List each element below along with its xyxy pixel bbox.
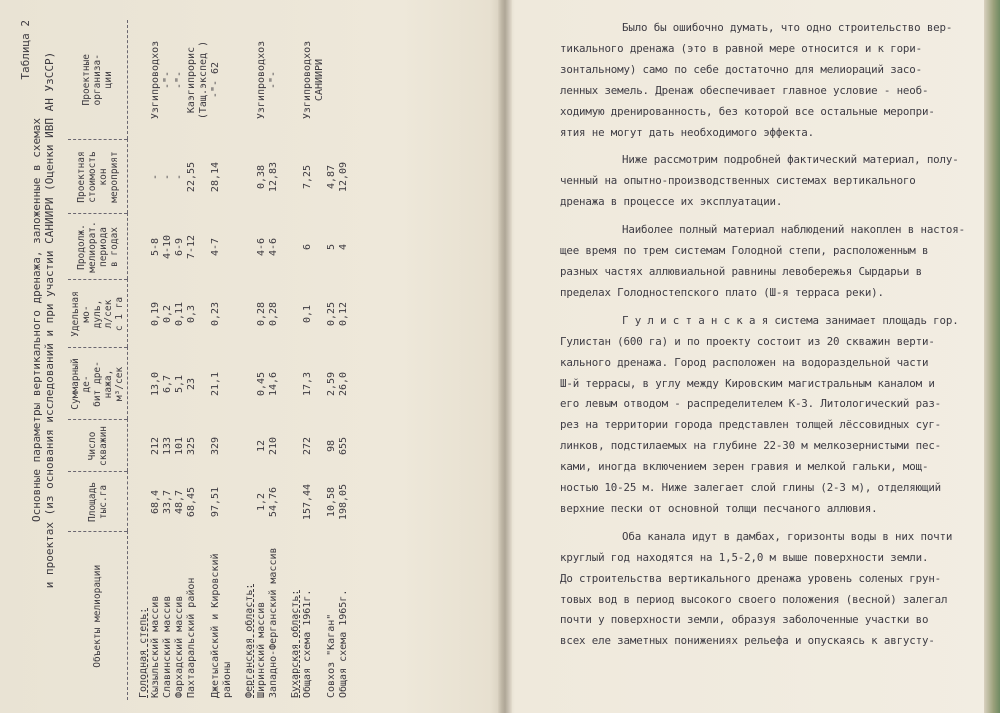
table-cell: 14,6	[268, 371, 279, 397]
table-cell: 12,83	[268, 161, 279, 193]
table-cell: 0,2	[162, 304, 173, 324]
table-cell	[138, 214, 150, 280]
column-header: Площадь тыс.га	[68, 472, 128, 532]
spacer-row	[128, 20, 139, 700]
object-name-cell: Фархадский массив	[174, 595, 185, 698]
paragraph-gap	[560, 520, 980, 527]
table-cell: -"- 62	[210, 61, 221, 99]
table-region-row	[244, 20, 256, 700]
table-cell: 54,76	[268, 486, 279, 518]
spacer-row	[280, 20, 290, 700]
object-name-cell: Ширинский массив	[256, 601, 267, 698]
text-line: Г у л и с т а н с к а я система занимает площадь гор.	[622, 313, 959, 327]
table-cell: 1,2	[256, 492, 267, 512]
table-cell: 4-7	[210, 237, 221, 257]
table-row	[326, 20, 338, 700]
table-cell: 0,12	[338, 301, 349, 327]
table-cell: 6-9	[174, 237, 185, 257]
table-cell: 0,23	[210, 301, 221, 327]
table-cell: 33,7	[162, 489, 173, 515]
table-cell: 4-10	[162, 234, 173, 260]
table-cell: 7,25	[302, 164, 313, 190]
table-cell	[338, 20, 350, 140]
table-cell: 101	[174, 436, 185, 456]
table-cell	[244, 140, 256, 214]
text-line: верхние пески от основной толщи песчаного аллювия.	[560, 501, 878, 515]
text-line: круглый год находятся на 1,5-2,0 м выше поверхности земли.	[560, 550, 929, 564]
table-row	[174, 20, 186, 700]
object-name-cell: Общая схема 1961г.	[302, 589, 313, 698]
table-cell: 0,28	[268, 301, 279, 327]
column-header: Продолж. мелиорат. периода в годах	[68, 214, 128, 280]
table-cell: 4,87	[326, 164, 337, 190]
table-cell: 68,45	[186, 486, 197, 518]
column-header: Объекты мелиорации	[68, 532, 128, 700]
table-cell: 12,09	[338, 161, 349, 193]
text-line: Было бы ошибочно думать, что одно строительство вер-	[622, 21, 953, 34]
table-cell: 329	[210, 436, 221, 456]
object-name-cell: Пахтааральский район	[186, 577, 197, 698]
text-line: Наиболее полный материал наблюдений накоплен в настоя-	[622, 223, 965, 237]
text-line: зонтальному) само по себе достаточно для мелиораций засо-	[560, 62, 922, 76]
table-cell: Узгипроводхоз САНИИРИ	[302, 40, 325, 120]
table-cell: 0,19	[150, 301, 161, 327]
table-cell	[244, 214, 256, 280]
table-cell: 0,1	[302, 304, 313, 324]
object-name-cell: Ферганская область:	[244, 583, 255, 698]
table-cell: Узгипроводхоз	[256, 40, 267, 120]
table-cell	[244, 280, 256, 348]
table-cell: 0,45	[256, 371, 267, 397]
table-number: Таблица 2	[19, 20, 32, 80]
page-edge	[984, 0, 1000, 713]
left-page-rotated-table	[20, 20, 500, 700]
table-cell	[244, 472, 256, 532]
table-region-row	[138, 20, 150, 700]
table-cell: 133	[162, 436, 173, 456]
table-cell: 2,59	[326, 371, 337, 397]
text-line: пределах Голодностепского плато (Ш-я терраса реки).	[560, 285, 884, 299]
table-cell: 21,1	[210, 371, 221, 397]
table-cell: Каэгипрорис (Тащ.экспед )	[186, 40, 209, 120]
table-cell: 68,4	[150, 489, 161, 515]
table-cell: 48,7	[174, 489, 185, 515]
table-row	[186, 20, 210, 700]
table-cell	[138, 20, 150, 140]
table-cell	[290, 280, 302, 348]
table-cell	[244, 420, 256, 472]
column-header: Число скважин	[68, 420, 128, 472]
table-cell	[138, 280, 150, 348]
table-cell: 28,14	[210, 161, 221, 193]
text-line: товых вод в период высокого своего положения (весной) залегал	[560, 592, 948, 606]
table-cell: 198,05	[338, 483, 349, 521]
spacer-row	[234, 20, 244, 700]
table-cell: 5	[326, 243, 337, 251]
parameters-table	[68, 20, 350, 700]
table-cell: 4	[338, 243, 349, 251]
table-cell	[244, 20, 256, 140]
table-cell: -"-	[162, 70, 173, 90]
table-cell	[290, 420, 302, 472]
table-body	[128, 20, 351, 700]
text-line: ходимую дренированность, без которой все остальные меропри-	[560, 104, 935, 118]
column-header: Удельная мо- дуль, л/сек с 1 га	[68, 280, 128, 348]
table-cell: 0,38	[256, 164, 267, 190]
text-line: рез на территории города представлен толщей лёссовидных суг-	[560, 418, 942, 432]
text-line: разных частях аллювиальной равнины левобережья Сырдарьи в	[560, 264, 922, 278]
paragraph-gap	[560, 143, 980, 150]
text-line: линков, подстилаемых на глубине 22-30 м мелкозернистыми пес-	[560, 439, 942, 453]
table-cell: 23	[186, 377, 197, 391]
table-cell	[326, 20, 338, 140]
table-cell	[244, 348, 256, 420]
object-name-cell: Кызыльский массив	[150, 595, 161, 698]
table-cell: 0,25	[326, 301, 337, 327]
table-cell: 22,55	[186, 161, 197, 193]
column-header: Проектная стоимость кон мероприят	[68, 140, 128, 214]
table-cell: 6	[302, 243, 313, 251]
text-line: До строительства вертикального дренажа уровень соленых грун-	[560, 571, 942, 585]
table-row	[162, 20, 174, 700]
text-line: всех еле заметных понижениях рельефа и опускаясь к августу-	[560, 634, 935, 648]
table-cell: -"-	[174, 70, 185, 90]
text-line: ятия не могут дать необходимого эффекта.	[560, 125, 815, 139]
column-header: Суммарный де- бит дре- нажа, м³/сек	[68, 348, 128, 420]
table-cell	[290, 20, 302, 140]
table-cell	[138, 420, 150, 472]
table-cell	[138, 472, 150, 532]
table-title-line: и проектах (из основания исследований и при участии САНИИРИ (Оценки ИВП АН УзССР)	[43, 51, 56, 589]
text-line: ченный на опытно-производственных системах вертикального	[560, 174, 916, 188]
table-cell: -	[150, 173, 161, 181]
object-name-cell: Голодная степь:	[138, 607, 149, 698]
object-name-cell: Совхоз "Каган"	[326, 613, 337, 698]
text-line: ностью 10-25 м. Ниже залегает слой глины (2-3 м), отделяющий	[560, 481, 942, 495]
table-cell: 12	[256, 439, 267, 453]
object-name-cell: Бухарская область:	[290, 589, 301, 698]
table-row	[302, 20, 326, 700]
text-line: почти у поверхности земли, образуя заболоченные участки во	[560, 613, 929, 627]
text-line: ленных земель. Дренаж обеспечивает главное условие - необ-	[560, 83, 929, 97]
table-cell	[138, 140, 150, 214]
table-cell: 7-12	[186, 234, 197, 260]
text-line: ками, иногда включением зерен гравия и мелкой гальки, мощ-	[560, 460, 929, 474]
table-cell: 4-6	[268, 237, 279, 257]
table-cell	[290, 214, 302, 280]
table-cell: -	[174, 173, 185, 181]
text-line: кального дренажа. Город расположен на водораздельной части	[560, 355, 929, 369]
table-cell: 97,51	[210, 486, 221, 518]
table-cell	[290, 472, 302, 532]
text-line: его левым отводом - распределителем К-3. Литологический раз-	[560, 397, 942, 411]
table-cell: 210	[268, 436, 279, 456]
table-region-row	[290, 20, 302, 700]
table-title-line: Основные параметры вертикального дренажа, заложенные в схемах	[30, 118, 43, 522]
book-gutter	[498, 0, 512, 713]
text-line: Гулистан (600 га) и по проекту состоит из 20 скважин верти-	[560, 334, 935, 348]
table-row	[268, 20, 280, 700]
table-row	[150, 20, 162, 700]
table-cell: 0,28	[256, 301, 267, 327]
table-header-row	[68, 20, 128, 700]
paragraph-gap	[560, 213, 980, 220]
table-cell: 6,7	[162, 374, 173, 394]
object-name-cell: Славинский массив	[162, 595, 173, 698]
table-cell: 13,0	[150, 371, 161, 397]
table-row	[256, 20, 268, 700]
table-cell: 157,44	[302, 483, 313, 521]
paragraph-gap	[560, 304, 980, 311]
table-row	[338, 20, 350, 700]
object-name-cell: Западно-Ферганский массив	[268, 547, 279, 698]
table-cell: 10,58	[326, 486, 337, 518]
table-cell: -	[162, 173, 173, 181]
table-cell: 272	[302, 436, 313, 456]
table-cell: 5,1	[174, 374, 185, 394]
table-cell: 0,11	[174, 301, 185, 327]
table-cell: 325	[186, 436, 197, 456]
table-cell: 4-6	[256, 237, 267, 257]
text-line: дренажа в процессе их эксплуатации.	[560, 195, 783, 209]
table-cell: 98	[326, 439, 337, 453]
table-cell: 212	[150, 436, 161, 456]
table-cell: Узгипроводхоз	[150, 40, 161, 120]
right-page-text	[560, 18, 980, 652]
object-name-cell: Общая схема 1965г.	[338, 589, 349, 698]
table-cell: 655	[338, 436, 349, 456]
text-line: тикального дренажа (это в равной мере относится и к гори-	[560, 41, 922, 55]
column-header: Проектные организа- ции	[68, 20, 128, 140]
table-cell: -"-	[268, 70, 279, 90]
table-cell: 26,0	[338, 371, 349, 397]
text-line: Оба канала идут в дамбах, горизонты воды в них почти	[622, 529, 953, 543]
table-cell: 5-8	[150, 237, 161, 257]
table-title	[30, 40, 56, 600]
table-cell	[138, 348, 150, 420]
table-cell: 17,3	[302, 371, 313, 397]
table-cell	[290, 348, 302, 420]
table-cell: 0,3	[186, 304, 197, 324]
table-cell	[290, 140, 302, 214]
text-line: Ниже рассмотрим подробней фактический материал, полу-	[622, 153, 959, 167]
text-line: щее время по трем системам Голодной степи, расположенным в	[560, 244, 929, 258]
table-row	[210, 20, 234, 700]
text-line: Ш-й террасы, в углу между Кировским магистральным каналом и	[560, 376, 935, 390]
object-name-cell: Джетысайский и Кировский районы	[210, 553, 233, 698]
